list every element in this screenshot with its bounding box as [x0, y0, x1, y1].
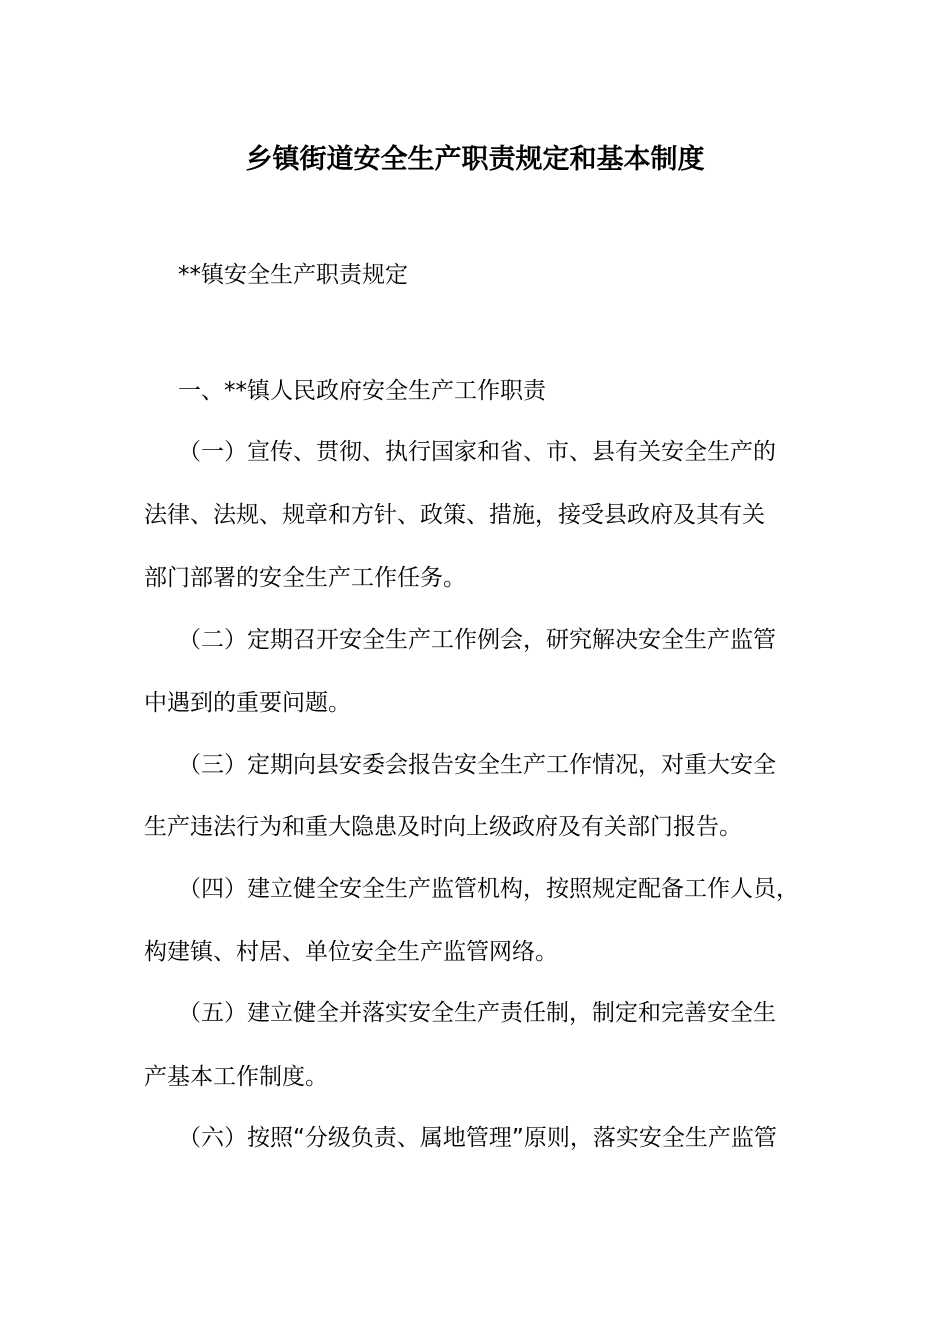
paragraph-line: （六）按照“分级负责、属地管理”原则，落实安全生产监管: [178, 1125, 777, 1151]
paragraph-line: 构建镇、村居、单位安全生产监管网络。: [144, 939, 558, 965]
paragraph-line: 生产违法行为和重大隐患及时向上级政府及有关部门报告。: [144, 814, 742, 840]
paragraph-line: 部门部署的安全生产工作任务。: [144, 565, 466, 591]
paragraph-line: （五）建立健全并落实安全生产责任制，制定和完善安全生: [178, 1000, 776, 1026]
paragraph-line: 法律、法规、规章和方针、政策、措施，接受县政府及其有关: [144, 502, 765, 528]
paragraph-line: （四）建立健全安全生产监管机构，按照规定配备工作人员，: [178, 876, 799, 902]
section-heading: 一、**镇人民政府安全生产工作职责: [178, 378, 546, 404]
paragraph-line: （三）定期向县安委会报告安全生产工作情况，对重大安全: [178, 752, 776, 778]
paragraph-line: 中遇到的重要问题。: [144, 690, 351, 716]
document-title: 乡镇街道安全生产职责规定和基本制度: [245, 144, 705, 175]
paragraph-line: 产基本工作制度。: [144, 1064, 328, 1090]
document-subtitle: **镇安全生产职责规定: [178, 262, 408, 288]
paragraph-line: （一）宣传、贯彻、执行国家和省、市、县有关安全生产的: [178, 439, 776, 465]
paragraph-line: （二）定期召开安全生产工作例会，研究解决安全生产监管: [178, 627, 776, 653]
